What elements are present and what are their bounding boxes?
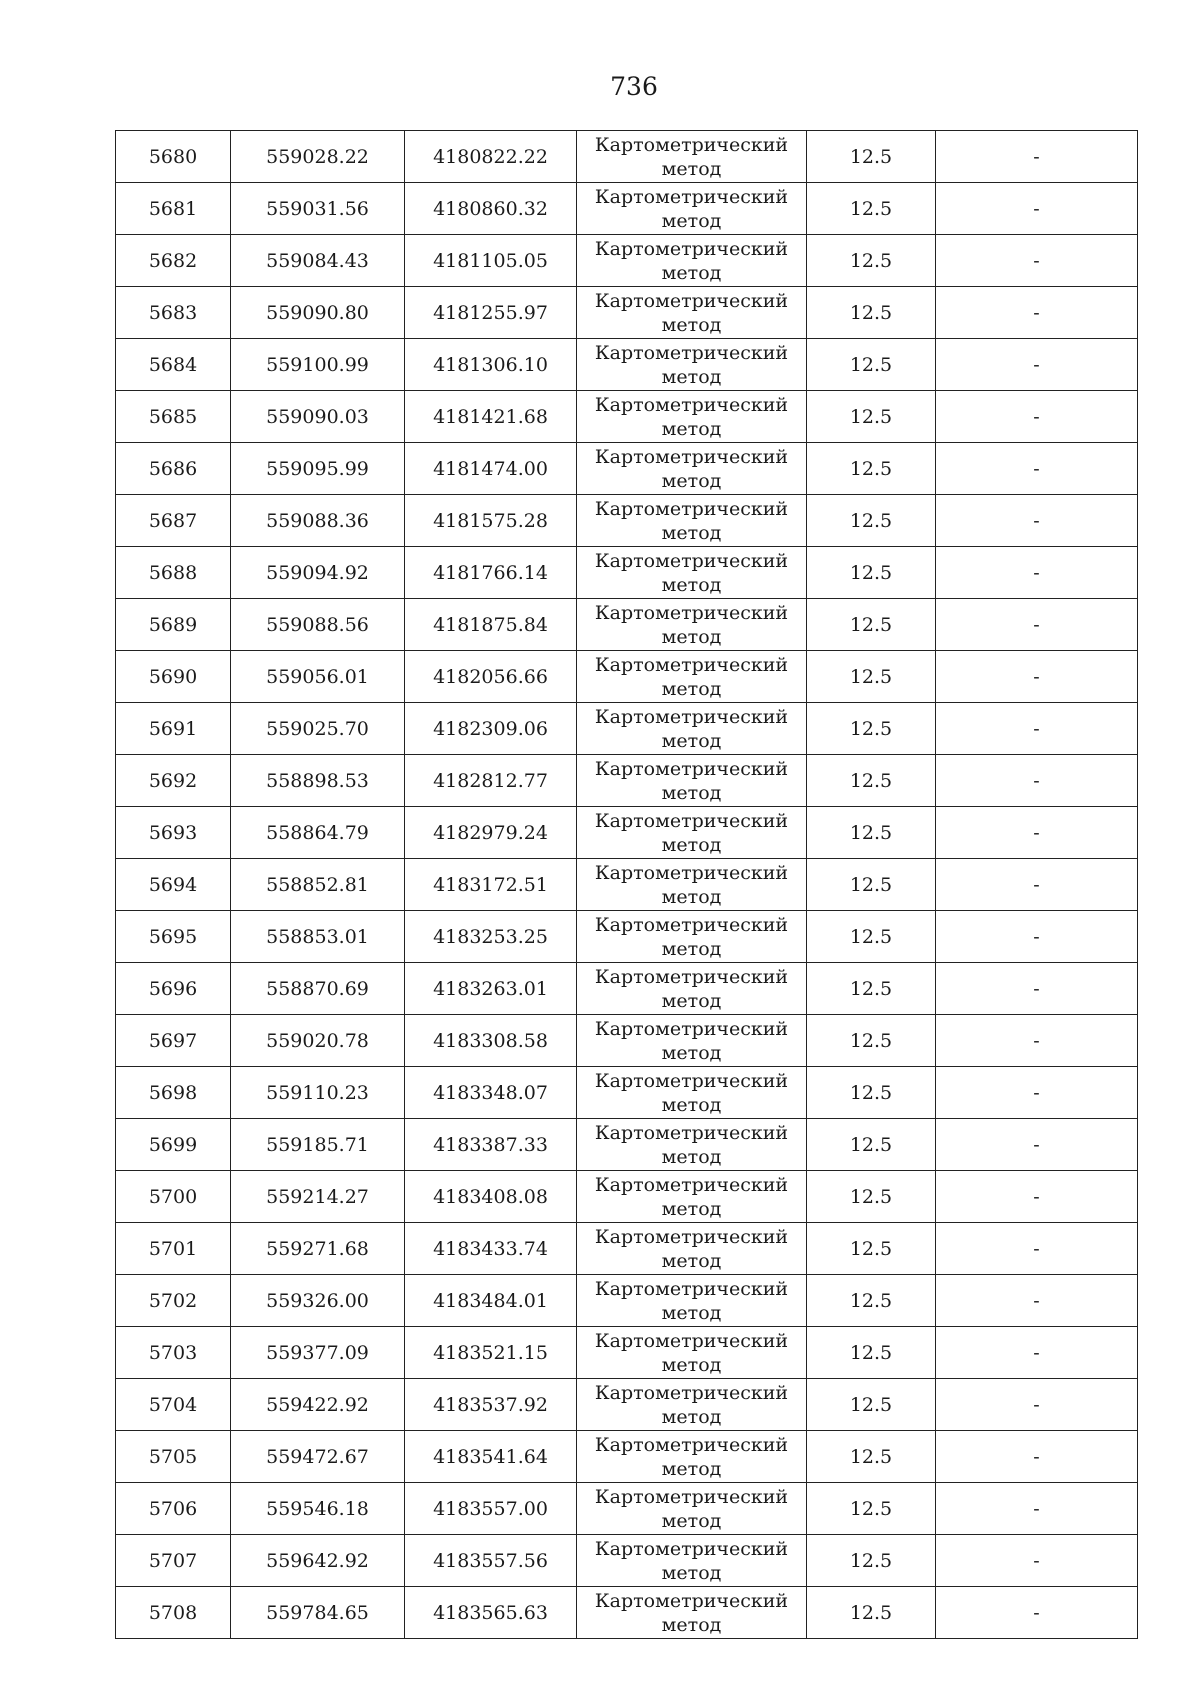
x-coordinate-cell: 559271.68 xyxy=(231,1223,405,1275)
method-line-2: метод xyxy=(661,625,722,648)
note-cell: - xyxy=(936,1327,1138,1379)
method-line-1: Картометрический xyxy=(594,1485,789,1508)
method-line-2: метод xyxy=(661,1457,722,1480)
point-number-cell: 5688 xyxy=(116,547,231,599)
point-number-cell: 5704 xyxy=(116,1379,231,1431)
table-row xyxy=(116,1431,1138,1483)
point-number-cell: 5691 xyxy=(116,703,231,755)
x-coordinate-cell: 559090.03 xyxy=(231,391,405,443)
point-number-cell: 5689 xyxy=(116,599,231,651)
table-row xyxy=(116,1379,1138,1431)
y-coordinate-cell: 4183557.00 xyxy=(405,1483,577,1535)
x-coordinate-cell: 559546.18 xyxy=(231,1483,405,1535)
method-line-1: Картометрический xyxy=(594,1121,789,1144)
method-line-1: Картометрический xyxy=(594,1537,789,1560)
table-row xyxy=(116,495,1138,547)
note-cell: - xyxy=(936,495,1138,547)
table-row xyxy=(116,911,1138,963)
x-coordinate-cell: 558898.53 xyxy=(231,755,405,807)
x-coordinate-cell: 558852.81 xyxy=(231,859,405,911)
method-cell xyxy=(577,911,807,963)
method-line-1: Картометрический xyxy=(594,1329,789,1352)
method-line-2: метод xyxy=(661,573,722,596)
point-number-cell: 5705 xyxy=(116,1431,231,1483)
note-cell: - xyxy=(936,703,1138,755)
accuracy-cell: 12.5 xyxy=(807,807,936,859)
method-cell xyxy=(577,599,807,651)
y-coordinate-cell: 4183433.74 xyxy=(405,1223,577,1275)
accuracy-cell: 12.5 xyxy=(807,1379,936,1431)
note-cell: - xyxy=(936,287,1138,339)
method-line-2: метод xyxy=(661,469,722,492)
x-coordinate-cell: 558870.69 xyxy=(231,963,405,1015)
table-row xyxy=(116,1327,1138,1379)
page-number: 736 xyxy=(610,72,658,101)
table-row xyxy=(116,235,1138,287)
note-cell: - xyxy=(936,1587,1138,1639)
y-coordinate-cell: 4180822.22 xyxy=(405,131,577,183)
table-row xyxy=(116,859,1138,911)
note-cell: - xyxy=(936,1067,1138,1119)
accuracy-cell: 12.5 xyxy=(807,1327,936,1379)
accuracy-cell: 12.5 xyxy=(807,339,936,391)
point-number-cell: 5681 xyxy=(116,183,231,235)
y-coordinate-cell: 4183408.08 xyxy=(405,1171,577,1223)
point-number-cell: 5680 xyxy=(116,131,231,183)
note-cell: - xyxy=(936,391,1138,443)
table-row xyxy=(116,599,1138,651)
method-cell xyxy=(577,651,807,703)
method-line-1: Картометрический xyxy=(594,705,789,728)
table-row xyxy=(116,1535,1138,1587)
x-coordinate-cell: 559110.23 xyxy=(231,1067,405,1119)
accuracy-cell: 12.5 xyxy=(807,703,936,755)
x-coordinate-cell: 558853.01 xyxy=(231,911,405,963)
method-line-2: метод xyxy=(661,1197,722,1220)
method-line-2: метод xyxy=(661,365,722,388)
note-cell: - xyxy=(936,131,1138,183)
coordinates-table-body xyxy=(116,131,1138,1639)
accuracy-cell: 12.5 xyxy=(807,651,936,703)
table-row xyxy=(116,1223,1138,1275)
y-coordinate-cell: 4183308.58 xyxy=(405,1015,577,1067)
x-coordinate-cell: 559642.92 xyxy=(231,1535,405,1587)
method-cell xyxy=(577,1067,807,1119)
method-line-1: Картометрический xyxy=(594,1381,789,1404)
note-cell: - xyxy=(936,807,1138,859)
note-cell: - xyxy=(936,183,1138,235)
method-line-1: Картометрический xyxy=(594,1589,789,1612)
method-line-1: Картометрический xyxy=(594,601,789,624)
method-line-1: Картометрический xyxy=(594,1277,789,1300)
point-number-cell: 5690 xyxy=(116,651,231,703)
point-number-cell: 5687 xyxy=(116,495,231,547)
point-number-cell: 5695 xyxy=(116,911,231,963)
accuracy-cell: 12.5 xyxy=(807,1431,936,1483)
y-coordinate-cell: 4182309.06 xyxy=(405,703,577,755)
method-cell xyxy=(577,807,807,859)
x-coordinate-cell: 559377.09 xyxy=(231,1327,405,1379)
x-coordinate-cell: 559422.92 xyxy=(231,1379,405,1431)
method-cell xyxy=(577,1119,807,1171)
note-cell: - xyxy=(936,1171,1138,1223)
x-coordinate-cell: 559472.67 xyxy=(231,1431,405,1483)
method-line-2: метод xyxy=(661,521,722,544)
accuracy-cell: 12.5 xyxy=(807,599,936,651)
method-line-1: Картометрический xyxy=(594,393,789,416)
note-cell: - xyxy=(936,1119,1138,1171)
note-cell: - xyxy=(936,651,1138,703)
y-coordinate-cell: 4182979.24 xyxy=(405,807,577,859)
method-cell xyxy=(577,703,807,755)
note-cell: - xyxy=(936,1535,1138,1587)
method-line-1: Картометрический xyxy=(594,1017,789,1040)
method-cell xyxy=(577,339,807,391)
accuracy-cell: 12.5 xyxy=(807,1171,936,1223)
point-number-cell: 5699 xyxy=(116,1119,231,1171)
point-number-cell: 5707 xyxy=(116,1535,231,1587)
method-cell xyxy=(577,131,807,183)
x-coordinate-cell: 558864.79 xyxy=(231,807,405,859)
method-line-2: метод xyxy=(661,417,722,440)
method-cell xyxy=(577,1327,807,1379)
method-cell xyxy=(577,1379,807,1431)
point-number-cell: 5698 xyxy=(116,1067,231,1119)
accuracy-cell: 12.5 xyxy=(807,1223,936,1275)
x-coordinate-cell: 559095.99 xyxy=(231,443,405,495)
accuracy-cell: 12.5 xyxy=(807,495,936,547)
note-cell: - xyxy=(936,443,1138,495)
note-cell: - xyxy=(936,547,1138,599)
table-row xyxy=(116,287,1138,339)
table-row xyxy=(116,703,1138,755)
note-cell: - xyxy=(936,1379,1138,1431)
point-number-cell: 5708 xyxy=(116,1587,231,1639)
point-number-cell: 5697 xyxy=(116,1015,231,1067)
method-line-2: метод xyxy=(661,1301,722,1324)
method-line-1: Картометрический xyxy=(594,549,789,572)
x-coordinate-cell: 559020.78 xyxy=(231,1015,405,1067)
method-line-1: Картометрический xyxy=(594,653,789,676)
method-cell xyxy=(577,1171,807,1223)
note-cell: - xyxy=(936,1015,1138,1067)
method-line-2: метод xyxy=(661,1249,722,1272)
method-cell xyxy=(577,443,807,495)
x-coordinate-cell: 559784.65 xyxy=(231,1587,405,1639)
point-number-cell: 5694 xyxy=(116,859,231,911)
y-coordinate-cell: 4183541.64 xyxy=(405,1431,577,1483)
method-line-2: метод xyxy=(661,1041,722,1064)
method-cell xyxy=(577,1535,807,1587)
method-line-1: Картометрический xyxy=(594,237,789,260)
table-row xyxy=(116,963,1138,1015)
method-line-2: метод xyxy=(661,261,722,284)
accuracy-cell: 12.5 xyxy=(807,755,936,807)
x-coordinate-cell: 559088.36 xyxy=(231,495,405,547)
x-coordinate-cell: 559056.01 xyxy=(231,651,405,703)
y-coordinate-cell: 4182056.66 xyxy=(405,651,577,703)
y-coordinate-cell: 4181421.68 xyxy=(405,391,577,443)
note-cell: - xyxy=(936,235,1138,287)
point-number-cell: 5703 xyxy=(116,1327,231,1379)
table-row xyxy=(116,651,1138,703)
method-cell xyxy=(577,1483,807,1535)
point-number-cell: 5700 xyxy=(116,1171,231,1223)
method-line-1: Картометрический xyxy=(594,1173,789,1196)
note-cell: - xyxy=(936,859,1138,911)
accuracy-cell: 12.5 xyxy=(807,1015,936,1067)
method-line-2: метод xyxy=(661,989,722,1012)
method-line-1: Картометрический xyxy=(594,757,789,780)
note-cell: - xyxy=(936,339,1138,391)
note-cell: - xyxy=(936,1483,1138,1535)
method-line-2: метод xyxy=(661,1561,722,1584)
y-coordinate-cell: 4181575.28 xyxy=(405,495,577,547)
accuracy-cell: 12.5 xyxy=(807,1587,936,1639)
point-number-cell: 5685 xyxy=(116,391,231,443)
y-coordinate-cell: 4183348.07 xyxy=(405,1067,577,1119)
table-row xyxy=(116,1171,1138,1223)
point-number-cell: 5706 xyxy=(116,1483,231,1535)
y-coordinate-cell: 4180860.32 xyxy=(405,183,577,235)
point-number-cell: 5692 xyxy=(116,755,231,807)
x-coordinate-cell: 559028.22 xyxy=(231,131,405,183)
method-cell xyxy=(577,287,807,339)
y-coordinate-cell: 4183387.33 xyxy=(405,1119,577,1171)
method-cell xyxy=(577,547,807,599)
accuracy-cell: 12.5 xyxy=(807,1067,936,1119)
method-line-2: метод xyxy=(661,1405,722,1428)
method-cell xyxy=(577,1015,807,1067)
point-number-cell: 5684 xyxy=(116,339,231,391)
method-line-2: метод xyxy=(661,313,722,336)
y-coordinate-cell: 4183557.56 xyxy=(405,1535,577,1587)
method-line-2: метод xyxy=(661,885,722,908)
y-coordinate-cell: 4182812.77 xyxy=(405,755,577,807)
accuracy-cell: 12.5 xyxy=(807,443,936,495)
point-number-cell: 5682 xyxy=(116,235,231,287)
accuracy-cell: 12.5 xyxy=(807,131,936,183)
method-line-1: Картометрический xyxy=(594,133,789,156)
method-line-2: метод xyxy=(661,157,722,180)
x-coordinate-cell: 559214.27 xyxy=(231,1171,405,1223)
y-coordinate-cell: 4181105.05 xyxy=(405,235,577,287)
y-coordinate-cell: 4181255.97 xyxy=(405,287,577,339)
method-cell xyxy=(577,859,807,911)
x-coordinate-cell: 559084.43 xyxy=(231,235,405,287)
method-line-1: Картометрический xyxy=(594,861,789,884)
note-cell: - xyxy=(936,599,1138,651)
x-coordinate-cell: 559025.70 xyxy=(231,703,405,755)
point-number-cell: 5696 xyxy=(116,963,231,1015)
accuracy-cell: 12.5 xyxy=(807,287,936,339)
method-line-2: метод xyxy=(661,209,722,232)
x-coordinate-cell: 559100.99 xyxy=(231,339,405,391)
table-row xyxy=(116,1067,1138,1119)
method-line-1: Картометрический xyxy=(594,913,789,936)
table-row xyxy=(116,339,1138,391)
accuracy-cell: 12.5 xyxy=(807,963,936,1015)
table-row xyxy=(116,547,1138,599)
x-coordinate-cell: 559326.00 xyxy=(231,1275,405,1327)
method-line-1: Картометрический xyxy=(594,341,789,364)
y-coordinate-cell: 4183521.15 xyxy=(405,1327,577,1379)
accuracy-cell: 12.5 xyxy=(807,1535,936,1587)
method-line-1: Картометрический xyxy=(594,289,789,312)
method-line-2: метод xyxy=(661,781,722,804)
method-line-2: метод xyxy=(661,729,722,752)
x-coordinate-cell: 559031.56 xyxy=(231,183,405,235)
x-coordinate-cell: 559090.80 xyxy=(231,287,405,339)
table-row xyxy=(116,1587,1138,1639)
table-row xyxy=(116,443,1138,495)
table-row xyxy=(116,807,1138,859)
method-line-2: метод xyxy=(661,833,722,856)
method-line-1: Картометрический xyxy=(594,965,789,988)
note-cell: - xyxy=(936,911,1138,963)
accuracy-cell: 12.5 xyxy=(807,1119,936,1171)
accuracy-cell: 12.5 xyxy=(807,859,936,911)
y-coordinate-cell: 4183565.63 xyxy=(405,1587,577,1639)
method-cell xyxy=(577,1587,807,1639)
y-coordinate-cell: 4183537.92 xyxy=(405,1379,577,1431)
accuracy-cell: 12.5 xyxy=(807,183,936,235)
point-number-cell: 5701 xyxy=(116,1223,231,1275)
method-line-1: Картометрический xyxy=(594,1433,789,1456)
point-number-cell: 5683 xyxy=(116,287,231,339)
method-line-2: метод xyxy=(661,1093,722,1116)
table-row xyxy=(116,131,1138,183)
method-cell xyxy=(577,495,807,547)
method-line-2: метод xyxy=(661,1509,722,1532)
method-cell xyxy=(577,1275,807,1327)
accuracy-cell: 12.5 xyxy=(807,911,936,963)
y-coordinate-cell: 4183484.01 xyxy=(405,1275,577,1327)
y-coordinate-cell: 4183263.01 xyxy=(405,963,577,1015)
y-coordinate-cell: 4183253.25 xyxy=(405,911,577,963)
method-line-2: метод xyxy=(661,1613,722,1636)
table-row xyxy=(116,1119,1138,1171)
accuracy-cell: 12.5 xyxy=(807,547,936,599)
x-coordinate-cell: 559088.56 xyxy=(231,599,405,651)
method-line-1: Картометрический xyxy=(594,809,789,832)
table-row xyxy=(116,1483,1138,1535)
note-cell: - xyxy=(936,1223,1138,1275)
method-line-1: Картометрический xyxy=(594,445,789,468)
method-line-1: Картометрический xyxy=(594,185,789,208)
accuracy-cell: 12.5 xyxy=(807,235,936,287)
table-row xyxy=(116,1015,1138,1067)
y-coordinate-cell: 4183172.51 xyxy=(405,859,577,911)
method-cell xyxy=(577,183,807,235)
method-line-2: метод xyxy=(661,1353,722,1376)
table-row xyxy=(116,1275,1138,1327)
method-line-1: Картометрический xyxy=(594,1225,789,1248)
method-line-2: метод xyxy=(661,677,722,700)
table-row xyxy=(116,183,1138,235)
method-cell xyxy=(577,963,807,1015)
point-number-cell: 5693 xyxy=(116,807,231,859)
note-cell: - xyxy=(936,1431,1138,1483)
x-coordinate-cell: 559185.71 xyxy=(231,1119,405,1171)
table-row xyxy=(116,391,1138,443)
y-coordinate-cell: 4181875.84 xyxy=(405,599,577,651)
y-coordinate-cell: 4181766.14 xyxy=(405,547,577,599)
point-number-cell: 5686 xyxy=(116,443,231,495)
method-cell xyxy=(577,755,807,807)
method-line-2: метод xyxy=(661,1145,722,1168)
note-cell: - xyxy=(936,755,1138,807)
y-coordinate-cell: 4181306.10 xyxy=(405,339,577,391)
coordinates-table xyxy=(115,130,1138,1639)
table-row xyxy=(116,755,1138,807)
point-number-cell: 5702 xyxy=(116,1275,231,1327)
method-line-2: метод xyxy=(661,937,722,960)
accuracy-cell: 12.5 xyxy=(807,1483,936,1535)
note-cell: - xyxy=(936,1275,1138,1327)
method-cell xyxy=(577,1431,807,1483)
x-coordinate-cell: 559094.92 xyxy=(231,547,405,599)
accuracy-cell: 12.5 xyxy=(807,1275,936,1327)
method-cell xyxy=(577,235,807,287)
accuracy-cell: 12.5 xyxy=(807,391,936,443)
note-cell: - xyxy=(936,963,1138,1015)
method-cell xyxy=(577,391,807,443)
method-line-1: Картометрический xyxy=(594,1069,789,1092)
method-line-1: Картометрический xyxy=(594,497,789,520)
y-coordinate-cell: 4181474.00 xyxy=(405,443,577,495)
method-cell xyxy=(577,1223,807,1275)
